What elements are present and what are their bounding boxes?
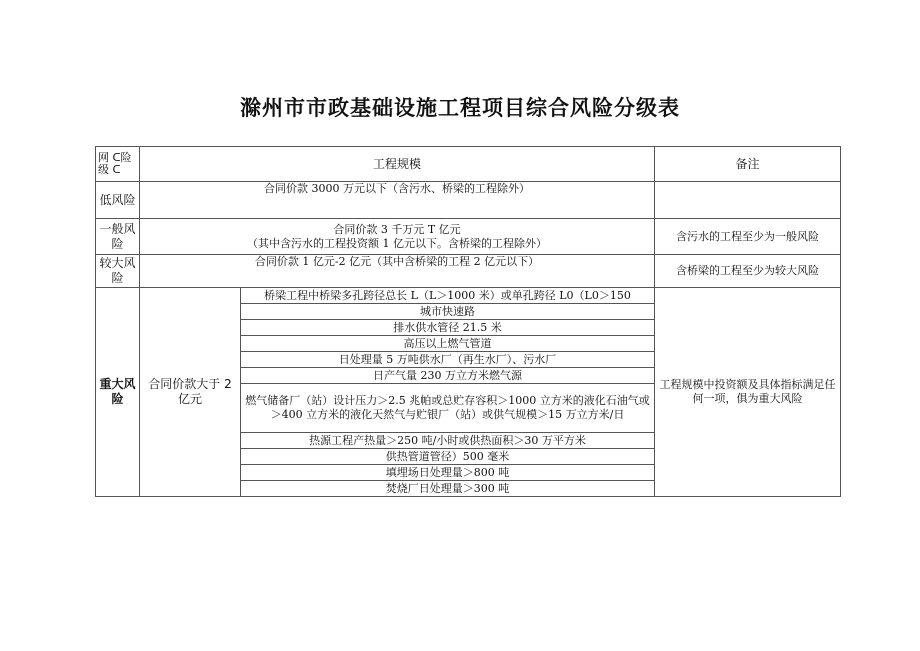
major-item: 燃气储备厂（站）设计压力＞2.5 兆帕或总贮存容积＞1000 立方米的液化石油气或＞400 立方米的液化天然气与贮银厂（站）或供气规模＞15 万立方米/日: [241, 384, 655, 433]
row-low-risk: [96, 182, 841, 219]
level-major-risk: 重大风险: [96, 288, 140, 497]
scale-general-line2: （其中含污水的工程投资额 1 亿元以下。含桥梁的工程除外）: [247, 236, 547, 250]
remark-larger-risk: 含桥梁的工程至少为较大风险: [655, 255, 841, 288]
scale-general-risk: [140, 219, 655, 255]
major-item: 填埋场日处理量＞800 吨: [241, 465, 655, 481]
page-title: 滁州市市政基础设施工程项目综合风险分级表: [240, 96, 680, 120]
level-general-risk: 一般风险: [96, 219, 140, 255]
risk-grading-table: [95, 146, 841, 497]
remark-low-risk: [655, 182, 841, 219]
scale-general-line1: 合同价款 3 千万元 T 亿元: [333, 222, 461, 236]
row-general-risk: [96, 219, 841, 255]
scale-major-contract: 合同价款大于 2 亿元: [140, 288, 241, 497]
header-scale-cell: 工程规模: [140, 147, 655, 182]
header-row: [96, 147, 841, 182]
header-remark-cell: 备注: [655, 147, 841, 182]
major-item: 桥梁工程中桥梁多孔跨径总长 L（L＞1000 米）或单孔跨径 L0（L0＞150: [241, 288, 655, 304]
major-item-row: [96, 288, 841, 304]
major-item: 热源工程产热量＞250 吨/小时或供热面积＞30 万平方米: [241, 433, 655, 449]
major-item: 日处理量 5 万吨供水厂（再生水厂）、污水厂: [241, 352, 655, 368]
major-item: 焚烧厂日处理量＞300 吨: [241, 481, 655, 497]
major-item: 城市快速路: [241, 304, 655, 320]
scale-low-risk: 合同价款 3000 万元以下（含污水、桥梁的工程除外）: [140, 182, 655, 219]
level-larger-risk: 较大风险: [96, 255, 140, 288]
remark-major-risk: 工程规模中投资额及具体指标满足任何一项，俱为重大风险: [655, 288, 841, 497]
major-item: 排水供水管径 21.5 米: [241, 320, 655, 336]
row-larger-risk: [96, 255, 841, 288]
level-low-risk: 低风险: [96, 182, 140, 219]
major-item: 日产气量 230 万立方米燃气源: [241, 368, 655, 384]
major-item: 高压以上燃气管道: [241, 336, 655, 352]
header-level-cell: 网 ᑕ险 级 ᑕ: [96, 147, 140, 182]
major-item: 供热管道管径）500 毫米: [241, 449, 655, 465]
remark-general-risk: 含污水的工程至少为一般风险: [655, 219, 841, 255]
scale-larger-risk: 合同价款 1 亿元-2 亿元（其中含桥梁的工程 2 亿元以下）: [140, 255, 655, 288]
